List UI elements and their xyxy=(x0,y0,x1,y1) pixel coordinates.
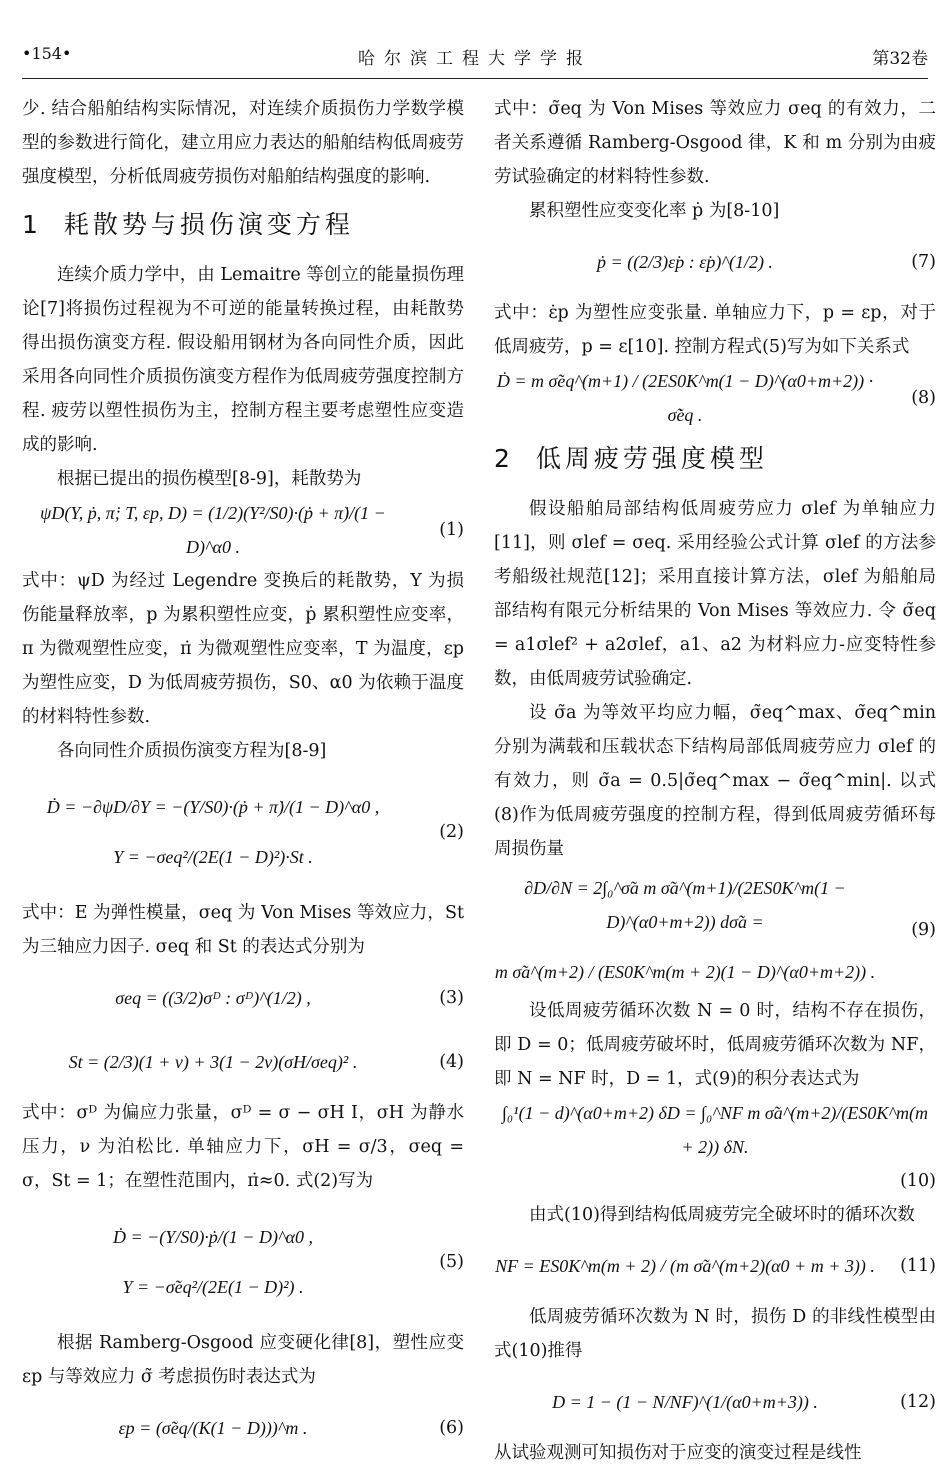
equation-body: σeq = ((3/2)σᴰ : σᴰ)^(1/2) , xyxy=(115,988,311,1008)
equation-body: εp = (σ̃eq/(K(1 − D)))^m . xyxy=(118,1418,308,1438)
equation xyxy=(22,968,464,1028)
equation-line: m σ̃a^(m+2) / (ES0K^m(m + 2)(1 − D)^(α0+m+2)) . xyxy=(494,962,876,982)
equation xyxy=(22,1398,464,1458)
paragraph: 式中：σ̃eq 为 Von Mises 等效应力 σeq 的有效力，二者关系遵循 Ramberg-Osgood 律，K 和 m 分别为由疲劳试验确定的材料特性参数. xyxy=(494,99,936,187)
equation-number: (1) xyxy=(439,520,464,540)
paragraph: 少. 结合船舶结构实际情况，对连续介质损伤力学数学模型的参数进行简化，建立用应力表达的船舶结构低周疲劳强度模型，分析低周疲劳损伤对船舶结构强度的影响. xyxy=(22,99,464,187)
section-heading xyxy=(494,444,936,474)
section-heading xyxy=(22,210,464,240)
equation xyxy=(494,1236,936,1296)
equation-body: Ḋ = m σ̃eq^(m+1) / (2ES0K^m(1 − D)^(α0+m+2)) · σ̃̇eq . xyxy=(496,371,874,425)
left-column xyxy=(22,92,464,1462)
header-rule xyxy=(22,78,928,79)
equation-line: Y = −σ̃eq²/(2E(1 − D)²) . xyxy=(122,1277,304,1297)
paragraph: 式中：E 为弹性模量，σeq 为 Von Mises 等效应力，St 为三轴应力因子. σeq 和 St 的表达式分别为 xyxy=(22,903,464,957)
paragraph: 低周疲劳循环次数为 N 时，损伤 D 的非线性模型由式(10)推得 xyxy=(494,1307,936,1361)
equation-body: NF = ES0K^m(m + 2) / (m σ̃a^(m+2)(α0 + m + 3)) . xyxy=(495,1256,875,1276)
equation-number: (3) xyxy=(439,988,464,1008)
paragraph: 设 σ̃a 为等效平均应力幅，σ̃eq^max、σ̃eq^min 分别为满载和压载状态下结构局部低周疲劳应力 σlef 的有效力，则 σ̃a = 0.5|σ̃eq^max − σ̃eq^min|. 以式(8)作为低周疲劳强度的控制方程，得到低周疲劳循环每周损伤量 xyxy=(494,703,936,859)
equation-body: D = 1 − (1 − N/NF)^(1/(α0+m+3)) . xyxy=(552,1392,818,1412)
equation-number: (12) xyxy=(900,1392,936,1412)
paragraph: 连续介质力学中，由 Lemaitre 等创立的能量损伤理论[7]将损伤过程视为不可逆的能量转换过程，由耗散势得出损伤演变方程. 假设船用钢材为各向同性介质，因此采用各向同性介质损伤演变方程作为低周疲劳强度控制方程. 疲劳以塑性损伤为主，控制方程主要考虑塑性应变造成的影响. xyxy=(22,265,464,455)
paragraph: 假设船舶局部结构低周疲劳应力 σlef 为单轴应力[11]，则 σlef = σeq. 采用经验公式计算 σlef 的方法参考船级社规范[12]；采用直接计算方法，σlef 为船舶局部结构有限元分析结果的 Von Mises 等效应力. 令 σ̃eq = a1σlef² + a2σlef，a1、a2 为材料应力-应变特性参数，由低周疲劳试验确定. xyxy=(494,499,936,689)
equation-body: ṗ = ((2/3)ε̇p : ε̇p)^(1/2) . xyxy=(597,252,773,272)
equation-number: (6) xyxy=(439,1418,464,1438)
paragraph: 由式(10)得到结构低周疲劳完全破坏时的循环次数 xyxy=(529,1205,915,1225)
equation-body: ψD(Y, ṗ, π̇; T, εp, D) = (1/2)(Y²/S0)·(ṗ + π̇)/(1 − D)^α0 . xyxy=(40,503,386,557)
equation-number: (8) xyxy=(911,388,936,408)
equation-line: Ḋ = −(Y/S0)·ṗ/(1 − D)^α0 , xyxy=(113,1227,313,1247)
equation-number: (2) xyxy=(439,822,464,842)
paragraph: 各向同性介质损伤演变方程为[8-9] xyxy=(57,741,327,761)
paragraph: 设低周疲劳循环次数 N = 0 时，结构不存在损伤，即 D = 0；低周疲劳破坏时，低周疲劳循环次数为 NF，即 N = NF 时，D = 1，式(9)的积分表达式为 xyxy=(494,1001,936,1089)
volume-number: 第32卷 xyxy=(872,49,928,69)
equation xyxy=(22,500,464,560)
equation xyxy=(22,1032,464,1092)
equation-line: Y = −σeq²/(2E(1 − D)²)·St . xyxy=(113,847,313,867)
right-column xyxy=(494,92,936,1470)
paragraph: 式中：ε̇p 为塑性应变张量. 单轴应力下，p = εp，对于低周疲劳，p = ε[10]. 控制方程式(5)写为如下关系式 xyxy=(494,303,936,357)
equation-body xyxy=(494,871,876,989)
section-title: 耗散势与损伤演变方程 xyxy=(63,210,354,239)
equation xyxy=(494,870,936,990)
equation-system xyxy=(22,1202,464,1322)
equation-body: ∫₀¹(1 − d)^(α0+m+2) δD = ∫₀^NF m σ̃a^(m+2)/(ES0K^m(m + 2)) δN. xyxy=(501,1103,929,1157)
journal-title: 哈尔滨工程大学学报 xyxy=(358,49,592,69)
equation-body: St = (2/3)(1 + ν) + 3(1 − 2ν)(σH/σeq)² . xyxy=(68,1052,358,1072)
equation-number: (4) xyxy=(439,1052,464,1072)
equation-system xyxy=(22,772,464,892)
equation-number: (9) xyxy=(911,920,936,940)
equation-number: (11) xyxy=(900,1256,936,1276)
equation xyxy=(494,368,936,428)
section-title: 低周疲劳强度模型 xyxy=(535,444,768,473)
equation-body xyxy=(22,790,404,874)
equation-body xyxy=(22,1220,404,1304)
paragraph: 根据已提出的损伤模型[8-9]，耗散势为 xyxy=(57,469,362,489)
paragraph: 根据 Ramberg-Osgood 应变硬化律[8]，塑性应变 εp 与等效应力 σ̃ 考虑损伤时表达式为 xyxy=(22,1333,464,1387)
equation-number: (5) xyxy=(439,1252,464,1272)
paragraph: 累积塑性应变变化率 ṗ 为[8-10] xyxy=(529,201,780,221)
paragraph: 式中：ψD 为经过 Legendre 变换后的耗散势，Y 为损伤能量释放率，p 为累积塑性应变，ṗ 累积塑性应变率，π 为微观塑性应变，π̇ 为微观塑性应变率，T 为温度，εp 为塑性应变，D 为低周疲劳损伤，S0、α0 为依赖于温度的材料特性参数. xyxy=(22,571,464,727)
equation xyxy=(494,232,936,292)
equation-number: (7) xyxy=(911,252,936,272)
page-number: •154• xyxy=(22,44,72,63)
section-number: 1 xyxy=(22,210,42,239)
equation-line: ∂D/∂N = 2∫₀^σ̃a m σ̃a^(m+1)/(2ES0K^m(1 − D)^(α0+m+2)) dσ̃a = xyxy=(524,878,846,932)
paragraph: 从试验观测可知损伤对于应变的演变过程是线性 xyxy=(494,1443,862,1463)
equation xyxy=(494,1372,936,1432)
paragraph: 式中：σᴰ 为偏应力张量，σᴰ = σ − σH I，σH 为静水压力，ν 为泊松比. 单轴应力下，σH = σ/3，σeq = σ，St = 1；在塑性范围内，π̇≈0. 式(2)写为 xyxy=(22,1103,464,1191)
equation xyxy=(494,1100,936,1160)
running-header xyxy=(22,44,928,74)
section-number: 2 xyxy=(494,444,514,473)
equation-line: Ḋ = −∂ψD/∂Y = −(Y/S0)·(ṗ + π̇)/(1 − D)^α0 , xyxy=(46,797,380,817)
equation-number: (10) xyxy=(900,1171,936,1191)
